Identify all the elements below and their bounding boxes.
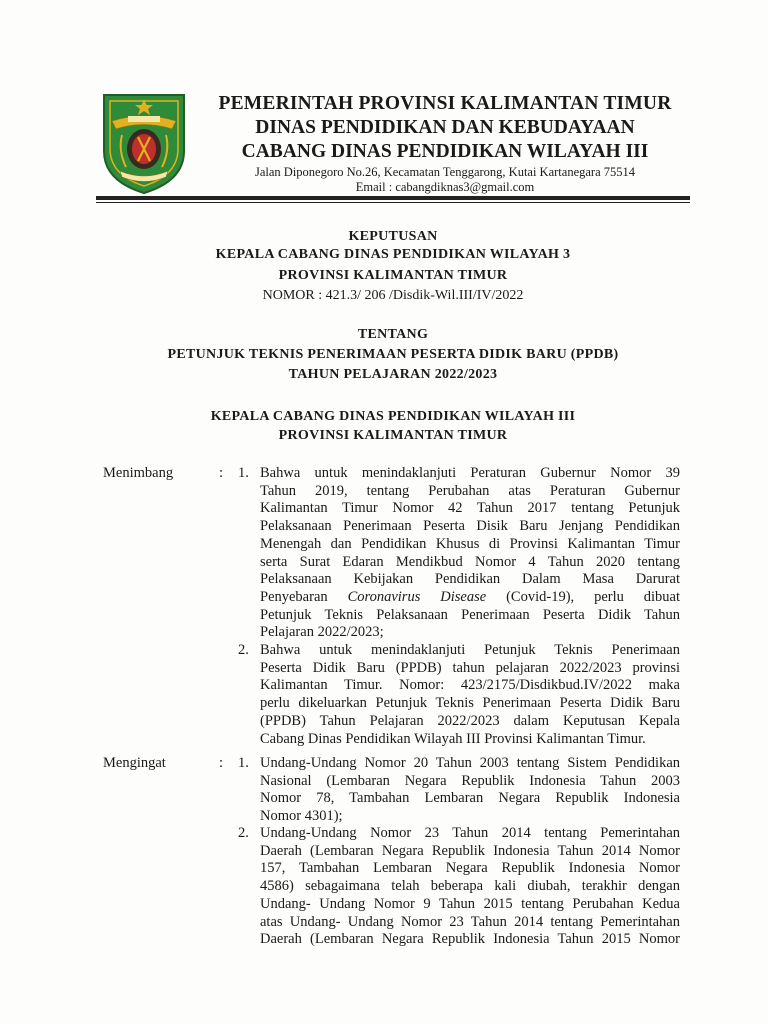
text-line: perlu dikeluarkan Petunjuk Teknis Penerimaan Peserta Didik Baru — [260, 695, 680, 712]
menimbang-item-1-number: 1. — [238, 465, 249, 481]
text-line: Menengah dan Pendidikan Khusus di Provinsi Kalimantan Timur — [260, 535, 680, 552]
subject-title-1: PETUNJUK TEKNIS PENERIMAAN PESERTA DIDIK BARU (PPDB) — [167, 347, 619, 362]
letterhead-branch: CABANG DINAS PENDIDIKAN WILAYAH III — [241, 141, 649, 162]
text-line: (PPDB) Tahun Pelajaran 2022/2023 dalam Keputusan Kepala — [260, 712, 680, 729]
letterhead-government: PEMERINTAH PROVINSI KALIMANTAN TIMUR — [218, 93, 672, 114]
text-line: serta Surat Edaran Mendikbud Nomor 4 Tahun 2020 tentang — [260, 553, 680, 570]
text-line: Peserta Didik Baru (PPDB) tahun pelajaran 2022/2023 provinsi — [260, 659, 680, 676]
mengingat-colon: : — [219, 755, 224, 771]
letterhead-department: DINAS PENDIDIKAN DAN KEBUDAYAAN — [255, 117, 635, 138]
text-line: Kalimantan Timur Nomor 42 Tahun 2017 tentang Petunjuk — [260, 500, 680, 517]
letterhead-email: Email : cabangdiknas3@gmail.com — [355, 180, 535, 194]
authority-title-1: KEPALA CABANG DINAS PENDIDIKAN WILAYAH III — [210, 409, 576, 424]
text-line: Petunjuk Teknis Pelaksanaan Penerimaan Peserta Didik Tahun — [260, 606, 680, 623]
text-line: Bahwa untuk menindaklanjuti Petunjuk Teknis Penerimaan — [260, 642, 680, 658]
text-line: Kalimantan Timur. Nomor: 423/2175/Disdikbud.IV/2022 maka — [260, 677, 680, 694]
menimbang-colon: : — [219, 465, 224, 481]
text-line: atas Undang- Undang Nomor 23 Tahun 2014 tentang Pemerintahan — [260, 913, 680, 930]
text-line: 4586) sebagaimana telah beberapa kali diubah, terakhir dengan — [260, 878, 680, 895]
decision-title-1: KEPALA CABANG DINAS PENDIDIKAN WILAYAH 3 — [215, 247, 571, 262]
decision-number: NOMOR : 421.3/ 206 /Disdik-Wil.III/IV/2022 — [262, 288, 524, 303]
mengingat-item-1 — [260, 755, 680, 826]
text-line: Nomor 4301); — [260, 808, 343, 825]
letterhead-address: Jalan Diponegoro No.26, Kecamatan Tenggarong, Kutai Kartanegara 75514 — [254, 165, 636, 179]
text-line: Undang-Undang Nomor 20 Tahun 2003 tentang Sistem Pendidikan — [260, 755, 680, 771]
text-line: Pelajaran 2022/2023; — [260, 624, 384, 641]
subject-heading: TENTANG — [357, 327, 429, 342]
text-fragment: Penyebaran — [260, 588, 328, 605]
text-line: Tahun 2019, tentang Perubahan atas Peraturan Gubernur — [260, 482, 680, 499]
text-line: Undang- Undang Nomor 9 Tahun 2015 tentang Perubahan Kedua — [260, 895, 680, 912]
text-line: Daerah (Lembaran Negara Republik Indonesia Tahun 2015 Nomor — [260, 931, 680, 948]
menimbang-item-2-number: 2. — [238, 642, 249, 658]
subject-title-2: TAHUN PELAJARAN 2022/2023 — [288, 367, 498, 382]
mengingat-item-2-number: 2. — [238, 825, 249, 841]
text-fragment: (Covid-19), perlu dibuat — [506, 588, 681, 605]
mengingat-label: Mengingat — [103, 755, 166, 771]
provincial-crest-icon — [98, 89, 190, 195]
letterhead — [200, 92, 690, 195]
text-line: Daerah (Lembaran Negara Republik Indonesia Tahun 2014 Nomor — [260, 842, 680, 859]
text-line: Nasional (Lembaran Negara Republik Indonesia Tahun 2003 — [260, 772, 680, 789]
decision-title-2: PROVINSI KALIMANTAN TIMUR — [278, 268, 508, 283]
text-line: Pelaksanaan Kebijakan Pendidikan Dalam Masa Darurat — [260, 571, 680, 588]
letterhead-divider — [96, 196, 690, 200]
authority-title-2: PROVINSI KALIMANTAN TIMUR — [278, 428, 508, 443]
text-line: Pelaksanaan Penerimaan Peserta Disik Baru Jenjang Pendidikan — [260, 518, 680, 535]
text-fragment-italic: Coronavirus Disease — [347, 588, 487, 605]
letterhead-divider-thin — [96, 202, 690, 203]
decision-heading: KEPUTUSAN — [348, 229, 438, 244]
menimbang-item-1 — [260, 465, 680, 642]
menimbang-label: Menimbang — [103, 465, 174, 481]
menimbang-item-2 — [260, 642, 680, 748]
mengingat-item-2 — [260, 825, 680, 949]
text-line: Nomor 78, Tambahan Lembaran Negara Republik Indonesia — [260, 790, 680, 807]
text-line: Cabang Dinas Pendidikan Wilayah III Provinsi Kalimantan Timur. — [260, 730, 646, 747]
mengingat-item-1-number: 1. — [238, 755, 249, 771]
text-line: Bahwa untuk menindaklanjuti Peraturan Gubernur Nomor 39 — [260, 465, 680, 481]
text-line-mixed — [260, 589, 680, 607]
text-line: Undang-Undang Nomor 23 Tahun 2014 tentang Pemerintahan — [260, 825, 680, 841]
text-line: 157, Tambahan Lembaran Negara Republik Indonesia Nomor — [260, 860, 680, 877]
